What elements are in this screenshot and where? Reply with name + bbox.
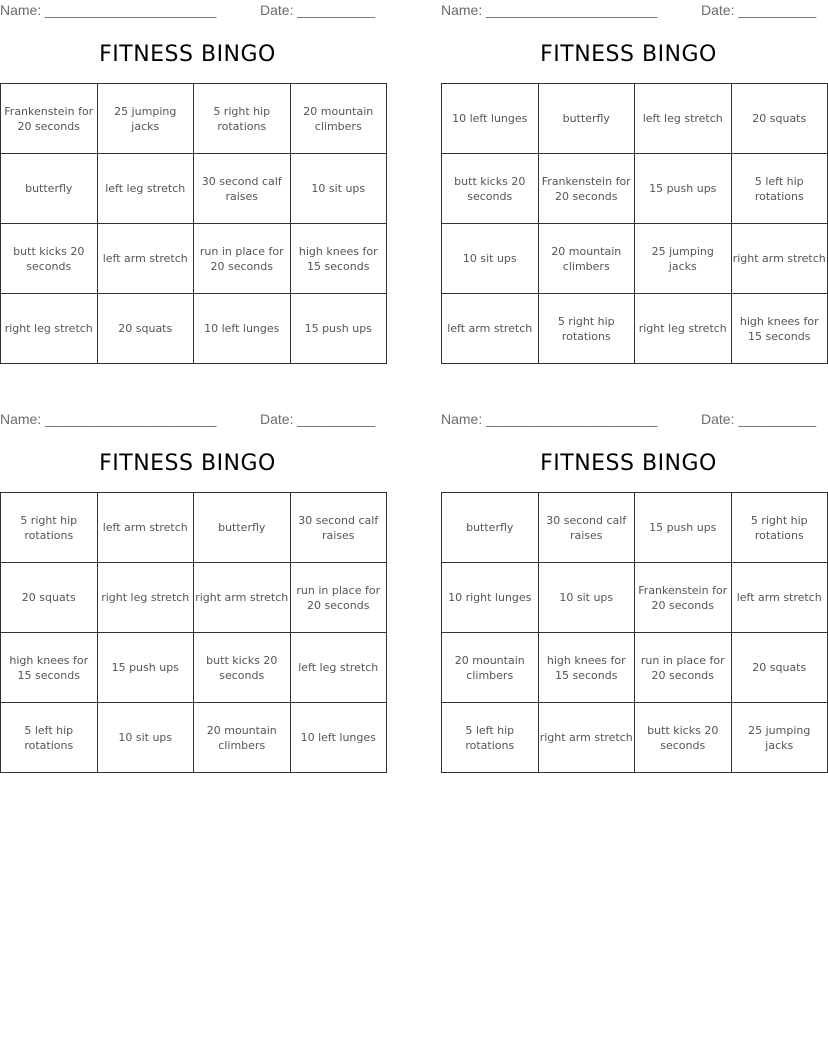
bingo-cell: Frankenstein for 20 seconds: [538, 154, 635, 224]
bingo-cell: butterfly: [194, 493, 291, 563]
bingo-cell: 30 second calf raises: [194, 154, 291, 224]
bingo-cell: right arm stretch: [538, 703, 635, 773]
bingo-cell: left arm stretch: [97, 224, 194, 294]
bingo-cell: 20 squats: [731, 84, 828, 154]
bingo-cell: 5 right hip rotations: [538, 294, 635, 364]
bingo-cell: left arm stretch: [97, 493, 194, 563]
date-field-label: Date: __________: [260, 411, 376, 427]
bingo-cell: Frankenstein for 20 seconds: [1, 84, 98, 154]
card-title: FITNESS BINGO: [99, 42, 276, 67]
bingo-grid: [441, 83, 828, 364]
bingo-grid: [441, 492, 828, 773]
bingo-cell: run in place for 20 seconds: [635, 633, 732, 703]
bingo-cell: butt kicks 20 seconds: [194, 633, 291, 703]
bingo-cell: 30 second calf raises: [538, 493, 635, 563]
bingo-cell: 20 mountain climbers: [442, 633, 539, 703]
bingo-row: [1, 703, 387, 773]
bingo-cell: 10 right lunges: [442, 563, 539, 633]
name-field-label: Name: ______________________: [0, 411, 217, 427]
bingo-cell: high knees for 15 seconds: [731, 294, 828, 364]
bingo-cell: 5 right hip rotations: [1, 493, 98, 563]
bingo-row: [442, 563, 828, 633]
bingo-cell: high knees for 15 seconds: [1, 633, 98, 703]
bingo-cell: right leg stretch: [97, 563, 194, 633]
bingo-cell: run in place for 20 seconds: [290, 563, 387, 633]
card-header: [441, 409, 816, 431]
bingo-cell: 25 jumping jacks: [731, 703, 828, 773]
date-field-label: Date: __________: [701, 2, 817, 18]
name-field-label: Name: ______________________: [0, 2, 217, 18]
bingo-row: [442, 224, 828, 294]
bingo-cell: 25 jumping jacks: [97, 84, 194, 154]
bingo-cell: 20 squats: [731, 633, 828, 703]
bingo-cell: 10 left lunges: [194, 294, 291, 364]
bingo-cell: left leg stretch: [290, 633, 387, 703]
bingo-card: [441, 0, 826, 364]
bingo-row: [1, 493, 387, 563]
bingo-cell: 10 sit ups: [97, 703, 194, 773]
bingo-row: [442, 154, 828, 224]
bingo-cell: right leg stretch: [1, 294, 98, 364]
bingo-cell: 20 mountain climbers: [538, 224, 635, 294]
bingo-cell: 10 left lunges: [442, 84, 539, 154]
bingo-cell: 10 left lunges: [290, 703, 387, 773]
bingo-cell: 5 left hip rotations: [1, 703, 98, 773]
bingo-cell: 15 push ups: [635, 154, 732, 224]
bingo-cell: butterfly: [442, 493, 539, 563]
bingo-row: [1, 633, 387, 703]
bingo-cell: 20 squats: [97, 294, 194, 364]
bingo-cell: 5 left hip rotations: [731, 154, 828, 224]
bingo-row: [1, 563, 387, 633]
card-header: [441, 0, 816, 22]
bingo-cell: 15 push ups: [290, 294, 387, 364]
bingo-cell: 15 push ups: [635, 493, 732, 563]
bingo-row: [1, 154, 387, 224]
name-field-label: Name: ______________________: [441, 2, 658, 18]
bingo-cell: butt kicks 20 seconds: [1, 224, 98, 294]
bingo-row: [1, 84, 387, 154]
bingo-row: [442, 294, 828, 364]
bingo-row: [442, 703, 828, 773]
bingo-cell: 20 mountain climbers: [290, 84, 387, 154]
bingo-cell: high knees for 15 seconds: [538, 633, 635, 703]
bingo-cell: left arm stretch: [731, 563, 828, 633]
name-field-label: Name: ______________________: [441, 411, 658, 427]
bingo-cell: right arm stretch: [194, 563, 291, 633]
bingo-cell: 20 squats: [1, 563, 98, 633]
date-field-label: Date: __________: [701, 411, 817, 427]
bingo-card: [0, 0, 378, 364]
bingo-cell: run in place for 20 seconds: [194, 224, 291, 294]
bingo-card: [0, 409, 381, 773]
bingo-cell: 15 push ups: [97, 633, 194, 703]
card-header: [0, 409, 375, 431]
bingo-cell: butt kicks 20 seconds: [442, 154, 539, 224]
bingo-cell: 5 right hip rotations: [194, 84, 291, 154]
bingo-cell: 5 left hip rotations: [442, 703, 539, 773]
bingo-row: [1, 294, 387, 364]
bingo-cell: Frankenstein for 20 seconds: [635, 563, 732, 633]
bingo-cell: 10 sit ups: [538, 563, 635, 633]
card-title: FITNESS BINGO: [540, 42, 717, 67]
bingo-cell: 30 second calf raises: [290, 493, 387, 563]
bingo-row: [442, 84, 828, 154]
bingo-card: [441, 409, 822, 773]
card-title: FITNESS BINGO: [99, 451, 276, 476]
bingo-cell: right leg stretch: [635, 294, 732, 364]
bingo-grid: [0, 83, 387, 364]
bingo-cell: butterfly: [1, 154, 98, 224]
bingo-cell: butterfly: [538, 84, 635, 154]
bingo-cell: 10 sit ups: [290, 154, 387, 224]
bingo-row: [1, 224, 387, 294]
bingo-grid: [0, 492, 387, 773]
bingo-cell: 25 jumping jacks: [635, 224, 732, 294]
bingo-row: [442, 493, 828, 563]
bingo-cell: left leg stretch: [97, 154, 194, 224]
bingo-cell: right arm stretch: [731, 224, 828, 294]
bingo-cell: 5 right hip rotations: [731, 493, 828, 563]
bingo-cell: butt kicks 20 seconds: [635, 703, 732, 773]
card-title: FITNESS BINGO: [540, 451, 717, 476]
bingo-cell: 10 sit ups: [442, 224, 539, 294]
bingo-cell: left arm stretch: [442, 294, 539, 364]
bingo-cell: 20 mountain climbers: [194, 703, 291, 773]
card-header: [0, 0, 375, 22]
bingo-cell: high knees for 15 seconds: [290, 224, 387, 294]
date-field-label: Date: __________: [260, 2, 376, 18]
bingo-row: [442, 633, 828, 703]
bingo-cell: left leg stretch: [635, 84, 732, 154]
